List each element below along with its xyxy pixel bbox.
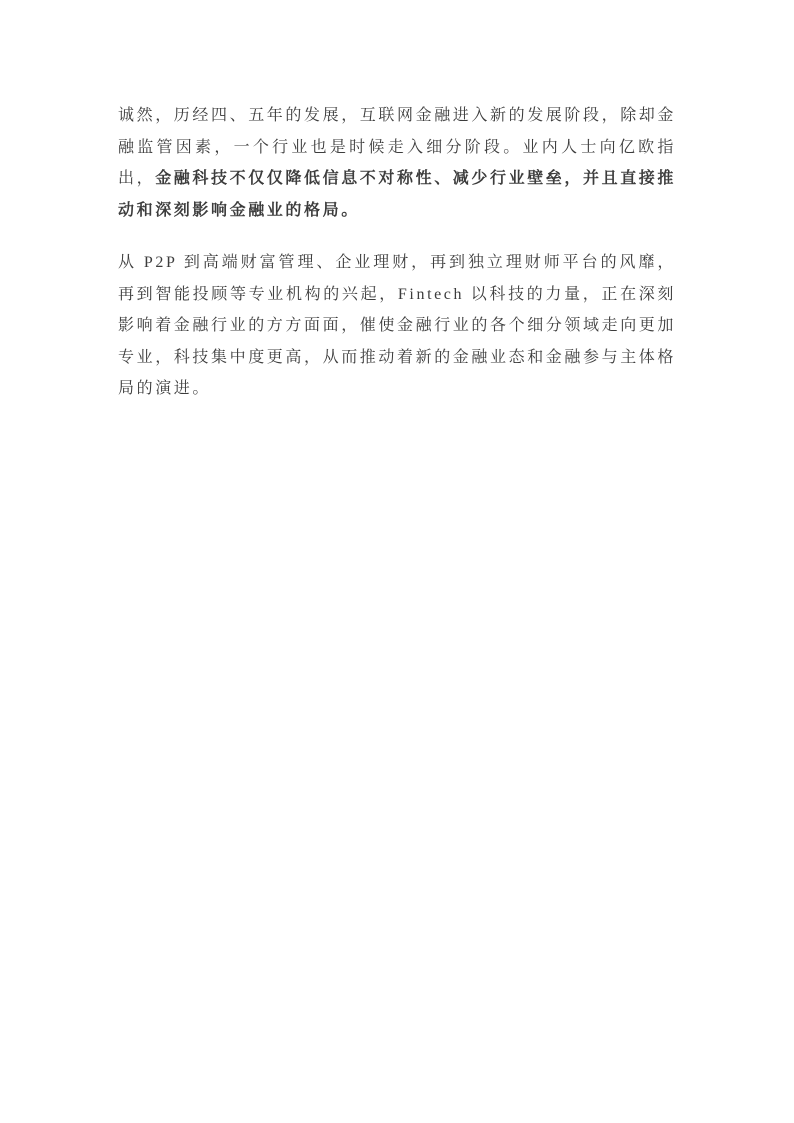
paragraph-2	[118, 247, 676, 405]
paragraph-1	[118, 100, 676, 226]
paragraph-1-text: 诚然，历经四、五年的发展，互联网金融进入新的发展阶段，除却金融监管因素，一个行业也是时候走入细分阶段。业内人士向亿欧指出，	[118, 107, 677, 187]
paragraph-2-text: 从 P2P 到高端财富管理、企业理财，再到独立理财师平台的风靡，再到智能投顾等专业机构的兴起，Fintech 以科技的力量，正在深刻影响着金融行业的方方面面，催使金融行业的各个细分领域走向更加专业，科技集中度更高，从而推动着新的金融业态和金融参与主体格局的演进。	[118, 254, 677, 397]
paragraph-1-bold-text: 金融科技不仅仅降低信息不对称性、减少行业壁垒，并且直接推动和深刻影响金融业的格局。	[118, 170, 677, 219]
